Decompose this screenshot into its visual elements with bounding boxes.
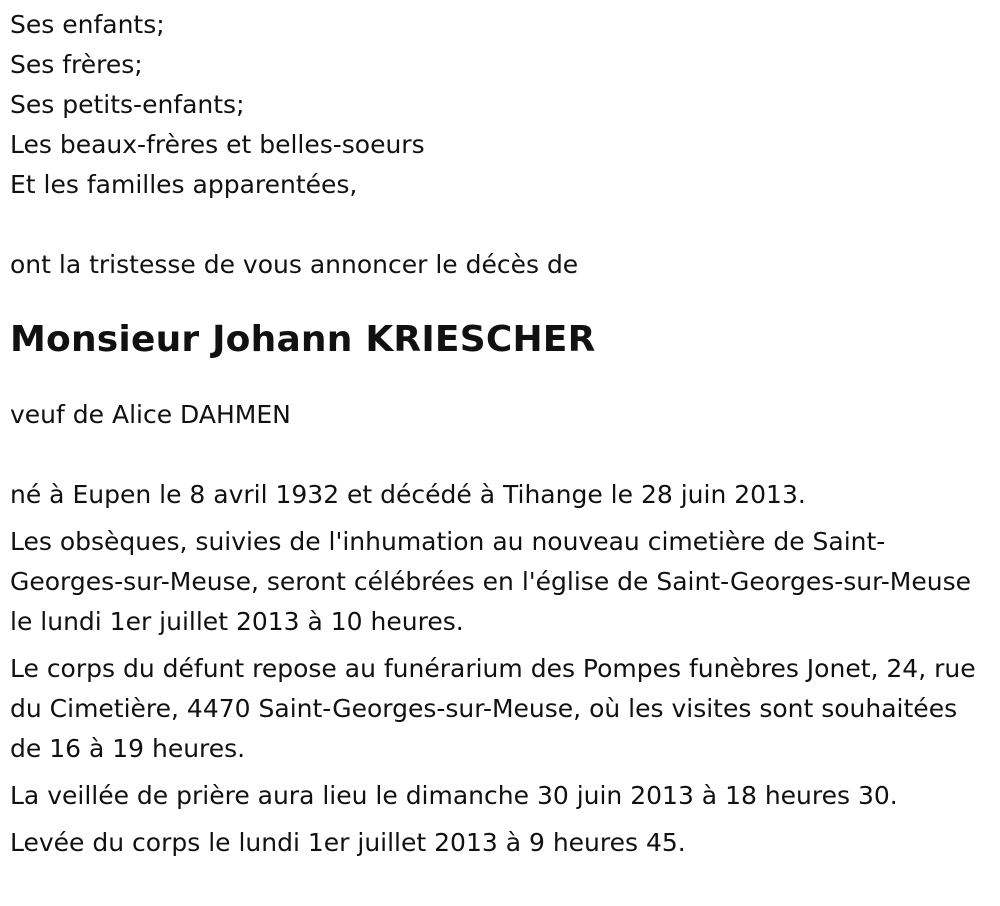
funeral-paragraph: Les obsèques, suivies de l'inhumation au nouveau cimetière de Saint-Georges-sur-Meuse, seront célébrées en l'église de Saint-Georges-sur-Meuse le lundi 1er juillet 2013 à 10 heures. <box>10 527 972 636</box>
family-line-grandchildren: Ses petits-enfants; <box>10 90 245 119</box>
family-line-brothers: Ses frères; <box>10 50 143 79</box>
family-line-in-laws: Les beaux-frères et belles-soeurs <box>10 130 425 159</box>
birth-death-paragraph: né à Eupen le 8 avril 1932 et décédé à Tihange le 28 juin 2013. <box>10 480 806 509</box>
vigil-paragraph: La veillée de prière aura lieu le dimanche 30 juin 2013 à 18 heures 30. <box>10 781 898 810</box>
spouse-line: veuf de Alice DAHMEN <box>10 400 291 429</box>
details-section <box>10 475 985 863</box>
family-list <box>10 0 985 205</box>
family-line-relatives: Et les familles apparentées, <box>10 170 358 199</box>
family-line-children: Ses enfants; <box>10 10 165 39</box>
announcement-intro: ont la tristesse de vous annoncer le décès de <box>10 250 579 279</box>
obituary-notice <box>10 0 985 870</box>
visitation-paragraph: Le corps du défunt repose au funérarium des Pompes funèbres Jonet, 24, rue du Cimetière, 4470 Saint-Georges-sur-Meuse, où les visites sont souhaitées de 16 à 19 heures. <box>10 654 976 763</box>
departure-paragraph: Levée du corps le lundi 1er juillet 2013 à 9 heures 45. <box>10 828 686 857</box>
deceased-name: Monsieur Johann KRIESCHER <box>10 319 596 360</box>
